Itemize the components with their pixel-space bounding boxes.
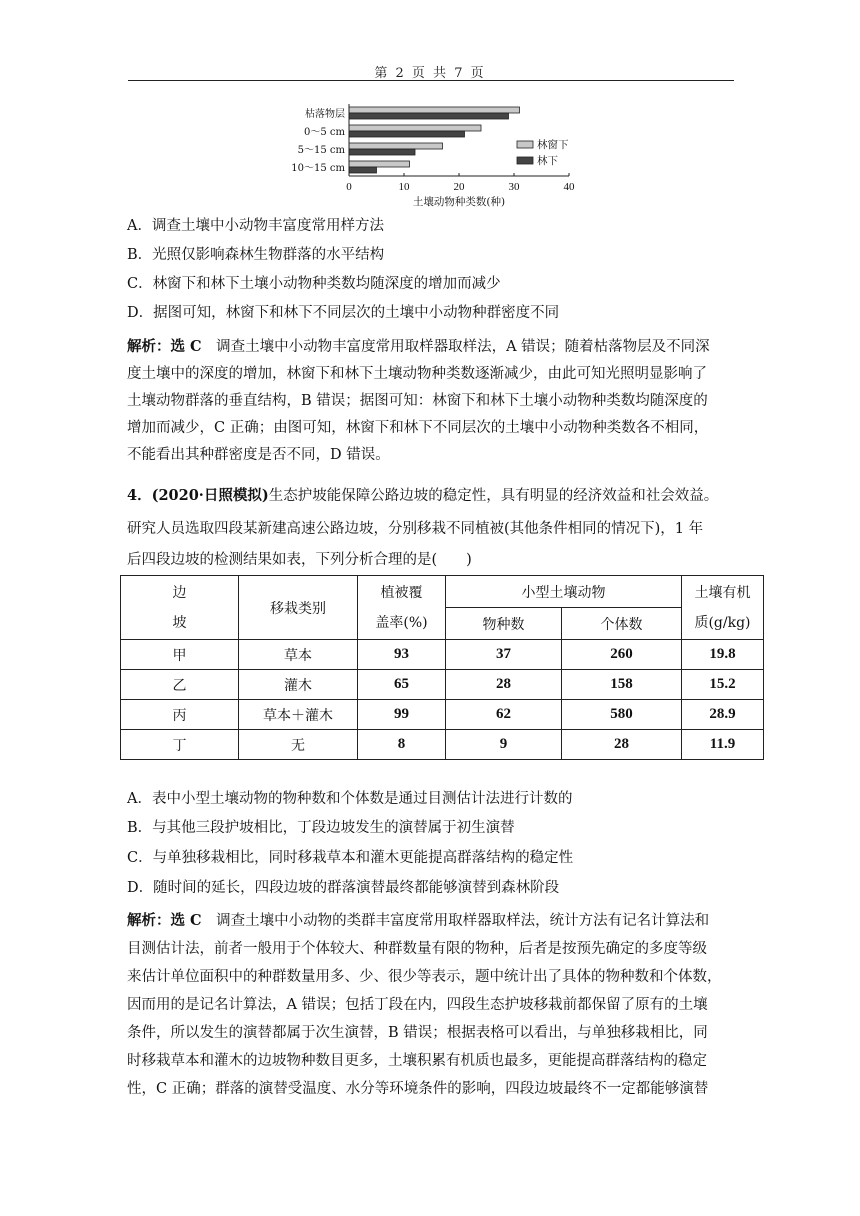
bar-linchuangxia-2 [349,143,443,149]
cell-type: 草本 [239,640,358,670]
q4-option-c: C．与单独移栽相比，同时移栽草本和灌木更能提高群落结构的稳定性 [127,850,574,866]
cell-individuals: 28 [562,730,682,760]
cell-individuals: 158 [562,670,682,700]
table-row [121,730,764,760]
table-row [121,640,764,670]
q4-analysis-line-1: 解析：选 C 调查土壤中小动物的类群丰富度常用取样器取样法，统计方法有记名计算法和 [127,912,710,929]
q4-option-b: B．与其他三段护坡相比，丁段边坡发生的演替属于初生演替 [127,820,515,836]
x-tick-label: 40 [563,181,575,193]
cell-organic: 15.2 [682,670,764,700]
q3-option-d: D．据图可知，林窗下和林下不同层次的土壤中小动物种群密度不同 [127,305,560,321]
legend-swatch-linchuangxia [517,141,533,148]
q4-analysis-line-2: 目测估计法，前者一般用于个体较大、种群数量有限的物种，后者是按预先确定的多度等级 [127,941,707,957]
category-label: 枯落物层 [305,109,345,120]
q4-stem-line-2: 研究人员选取四段某新建高速公路边坡，分别移栽不同植被(其他条件相同的情况下)，1 年 [127,521,704,537]
header-soil-animals: 小型土壤动物 [446,576,682,608]
cell-species: 37 [446,640,562,670]
bar-linchuangxia-0 [349,107,520,113]
category-label: 5～15 cm [297,145,345,156]
cell-cover: 8 [358,730,446,760]
q3-option-c: C．林窗下和林下土壤小动物种类数均随深度的增加而减少 [127,276,501,292]
q4-analysis-label: 解析：选 C [127,912,202,929]
bar-linxia-2 [349,149,415,155]
cell-individuals: 580 [562,700,682,730]
category-label: 10～15 cm [291,163,345,174]
q3-option-a: A．调查土壤中小动物丰富度常用样方法 [127,218,384,234]
cell-cover: 99 [358,700,446,730]
legend-swatch-linxia [517,157,533,164]
table-row [121,670,764,700]
q4-option-a: A．表中小型土壤动物的物种数和个体数是通过目测估计法进行计数的 [127,791,573,807]
q4-stem-line-3: 后四段边坡的检测结果如表，下列分析合理的是( ) [127,552,472,568]
x-axis-label: 土壤动物种类数(种) [412,196,506,208]
header-individuals: 个体数 [562,608,682,640]
legend-label-linchuangxia: 林窗下 [537,139,569,151]
cell-species: 62 [446,700,562,730]
q3-analysis-label: 解析：选 C [127,338,202,355]
cell-species: 9 [446,730,562,760]
x-tick-label: 30 [508,181,520,193]
q3-option-b: B．光照仅影响森林生物群落的水平结构 [127,247,385,263]
header-cover: 植被覆 盖率(%) [358,576,446,640]
cell-type: 灌木 [239,670,358,700]
bar-linxia-0 [349,113,509,119]
slope-results-table [120,575,764,760]
cell-type: 草本＋灌木 [239,700,358,730]
x-tick-label: 20 [453,181,465,193]
chart-legend [517,138,569,167]
cell-species: 28 [446,670,562,700]
header-rule [128,80,734,81]
header-slope: 边 坡 [121,576,239,640]
q4-source: (2020·日照模拟) [151,487,269,504]
soil-animal-bar-chart [285,100,595,212]
cell-organic: 28.9 [682,700,764,730]
bar-linxia-1 [349,131,465,137]
x-tick-label: 10 [398,181,410,193]
cell-slope: 丁 [121,730,239,760]
cell-slope: 丙 [121,700,239,730]
table-row [121,700,764,730]
q4-number: 4． [127,487,152,504]
q4-analysis-line-4: 因而用的是记名计算法，A 错误；包括丁段在内，四段生态护坡移栽前都保留了原有的土壤 [127,997,708,1013]
x-tick-label: 0 [346,181,352,193]
q4-stem-line-1: 4．(2020·日照模拟)生态护坡能保障公路边坡的稳定性，具有明显的经济效益和社会效益。 [127,487,719,504]
cell-slope: 甲 [121,640,239,670]
bar-linxia-3 [349,167,377,173]
q4-analysis-line-7: 性，C 正确；群落的演替受温度、水分等环境条件的影响，四段边坡最终不一定都能够演替 [127,1081,709,1097]
cell-slope: 乙 [121,670,239,700]
q4-analysis-line-3: 来估计单位面积中的种群数量用多、少、很少等表示，题中统计出了具体的物种数和个体数， [127,969,722,985]
q3-analysis-line-4: 增加而减少，C 正确；由图可知，林窗下和林下不同层次的土壤中小动物种类数各不相同， [127,420,709,436]
q3-analysis-line-1: 解析：选 C 调查土壤中小动物丰富度常用取样器取样法，A 错误；随着枯落物层及不同深 [127,338,710,355]
cell-organic: 19.8 [682,640,764,670]
header-species: 物种数 [446,608,562,640]
header-organic: 土壤有机 质(g/kg) [682,576,764,640]
page-header: 第 2 页 共 7 页 [374,66,486,81]
cell-cover: 65 [358,670,446,700]
header-type: 移栽类别 [239,576,358,640]
legend-label-linxia: 林下 [537,155,558,167]
cell-organic: 11.9 [682,730,764,760]
cell-individuals: 260 [562,640,682,670]
bar-linchuangxia-3 [349,161,410,167]
q3-analysis-line-5: 不能看出其种群密度是否不同，D 错误。 [127,447,390,463]
q3-analysis-line-2: 度土壤中的深度的增加，林窗下和林下土壤动物种类数逐渐减少，由此可知光照明显影响了 [127,366,707,382]
q4-analysis-line-6: 时移栽草本和灌木的边坡物种数目更多，土壤积累有机质也最多，更能提高群落结构的稳定 [127,1053,707,1069]
q4-option-d: D．随时间的延长，四段边坡的群落演替最终都能够演替到森林阶段 [127,880,560,896]
q4-analysis-line-5: 条件，所以发生的演替都属于次生演替，B 错误；根据表格可以看出，与单独移栽相比，同 [127,1025,708,1041]
cell-type: 无 [239,730,358,760]
bar-linchuangxia-1 [349,125,481,131]
q3-analysis-line-3: 土壤动物群落的垂直结构，B 错误；据图可知：林窗下和林下土壤小动物种类数均随深度的 [127,393,708,409]
cell-cover: 93 [358,640,446,670]
category-label: 0～5 cm [304,127,345,138]
